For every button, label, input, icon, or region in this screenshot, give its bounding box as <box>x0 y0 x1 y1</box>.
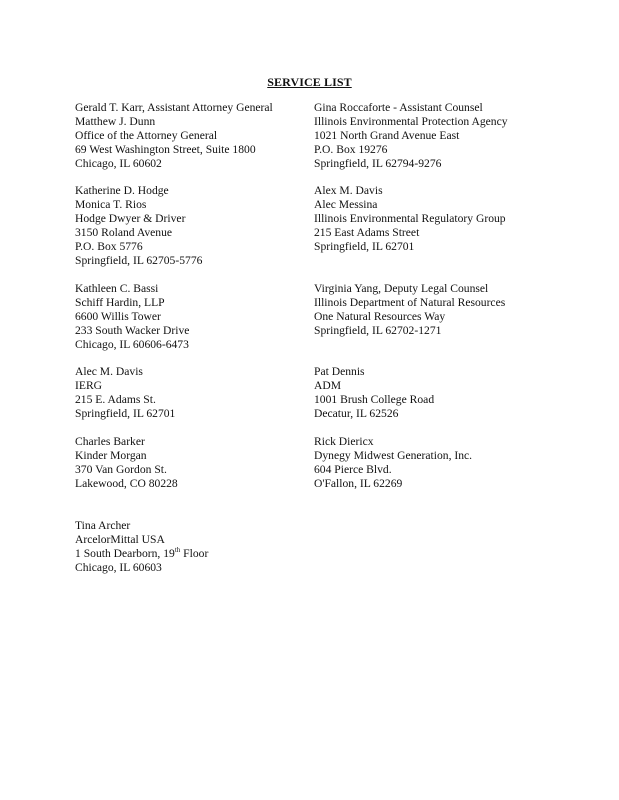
address-line: Virginia Yang, Deputy Legal Counsel <box>314 282 489 295</box>
address-line: IERG <box>75 379 103 392</box>
address-line: 215 East Adams Street <box>314 226 420 239</box>
address-block-adm <box>314 365 434 421</box>
address-line: ArcelorMittal USA <box>75 533 165 546</box>
address-line: 6600 Willis Tower <box>75 310 161 323</box>
address-line: Pat Dennis <box>314 365 365 378</box>
address-line: Chicago, IL 60603 <box>75 561 162 574</box>
address-block-arcelormittal <box>75 519 208 575</box>
address-line: Matthew J. Dunn <box>75 115 156 128</box>
address-line: Lakewood, CO 80228 <box>75 477 178 490</box>
address-line: Office of the Attorney General <box>75 129 218 142</box>
address-line: Chicago, IL 60606-6473 <box>75 338 189 351</box>
address-line: Dynegy Midwest Generation, Inc. <box>314 449 473 462</box>
address-line: Kathleen C. Bassi <box>75 282 159 295</box>
street-text: 1 South Dearborn, 19 <box>75 547 175 560</box>
address-line: Alec M. Davis <box>75 365 143 378</box>
address-line: Springfield, IL 62701 <box>75 407 176 420</box>
address-line: Springfield, IL 62701 <box>314 240 415 253</box>
address-block-ierg-davis <box>75 365 175 421</box>
address-line: One Natural Resources Way <box>314 310 446 323</box>
address-line: Hodge Dwyer & Driver <box>75 212 186 225</box>
address-line: Illinois Environmental Regulatory Group <box>314 212 506 225</box>
floor-text: Floor <box>180 547 209 560</box>
address-block-ierg <box>314 184 506 254</box>
address-line: 69 West Washington Street, Suite 1800 <box>75 143 256 156</box>
address-block-attorney-general <box>75 101 273 171</box>
address-line: Tina Archer <box>75 519 131 532</box>
address-line: P.O. Box 19276 <box>314 143 388 156</box>
address-line: 370 Van Gordon St. <box>75 463 167 476</box>
address-line: 3150 Roland Avenue <box>75 226 173 239</box>
ordinal-suffix: th <box>174 546 181 555</box>
address-line: Monica T. Rios <box>75 198 147 211</box>
address-line: Decatur, IL 62526 <box>314 407 399 420</box>
address-line: ADM <box>314 379 342 392</box>
address-line: 215 E. Adams St. <box>75 393 156 406</box>
address-line: 604 Pierce Blvd. <box>314 463 392 476</box>
address-line: Gina Roccaforte - Assistant Counsel <box>314 101 483 114</box>
address-line: Illinois Environmental Protection Agency <box>314 115 508 128</box>
address-line: Springfield, IL 62794-9276 <box>314 157 442 170</box>
address-block-hodge-dwyer <box>75 184 202 268</box>
address-block-schiff-hardin <box>75 282 189 352</box>
address-line-floor <box>75 547 208 561</box>
address-line: Alec Messina <box>314 198 378 211</box>
address-line: 233 South Wacker Drive <box>75 324 190 337</box>
address-block-idnr <box>314 282 505 338</box>
address-line: Rick Diericx <box>314 435 374 448</box>
address-line: Katherine D. Hodge <box>75 184 169 197</box>
address-block-dynegy <box>314 435 472 491</box>
address-line: 1001 Brush College Road <box>314 393 435 406</box>
address-line: Schiff Hardin, LLP <box>75 296 165 309</box>
address-block-iepa <box>314 101 508 171</box>
address-line: Springfield, IL 62705-5776 <box>75 254 203 267</box>
address-block-kinder-morgan <box>75 435 178 491</box>
address-line: Chicago, IL 60602 <box>75 157 162 170</box>
address-line: Charles Barker <box>75 435 145 448</box>
address-line: Springfield, IL 62702-1271 <box>314 324 442 337</box>
page-title: SERVICE LIST <box>267 75 352 89</box>
address-line: Illinois Department of Natural Resources <box>314 296 506 309</box>
address-line: O'Fallon, IL 62269 <box>314 477 403 490</box>
address-line: Kinder Morgan <box>75 449 147 462</box>
address-line: P.O. Box 5776 <box>75 240 143 253</box>
address-line: Alex M. Davis <box>314 184 383 197</box>
address-line: 1021 North Grand Avenue East <box>314 129 460 142</box>
address-line: Gerald T. Karr, Assistant Attorney General <box>75 101 273 114</box>
